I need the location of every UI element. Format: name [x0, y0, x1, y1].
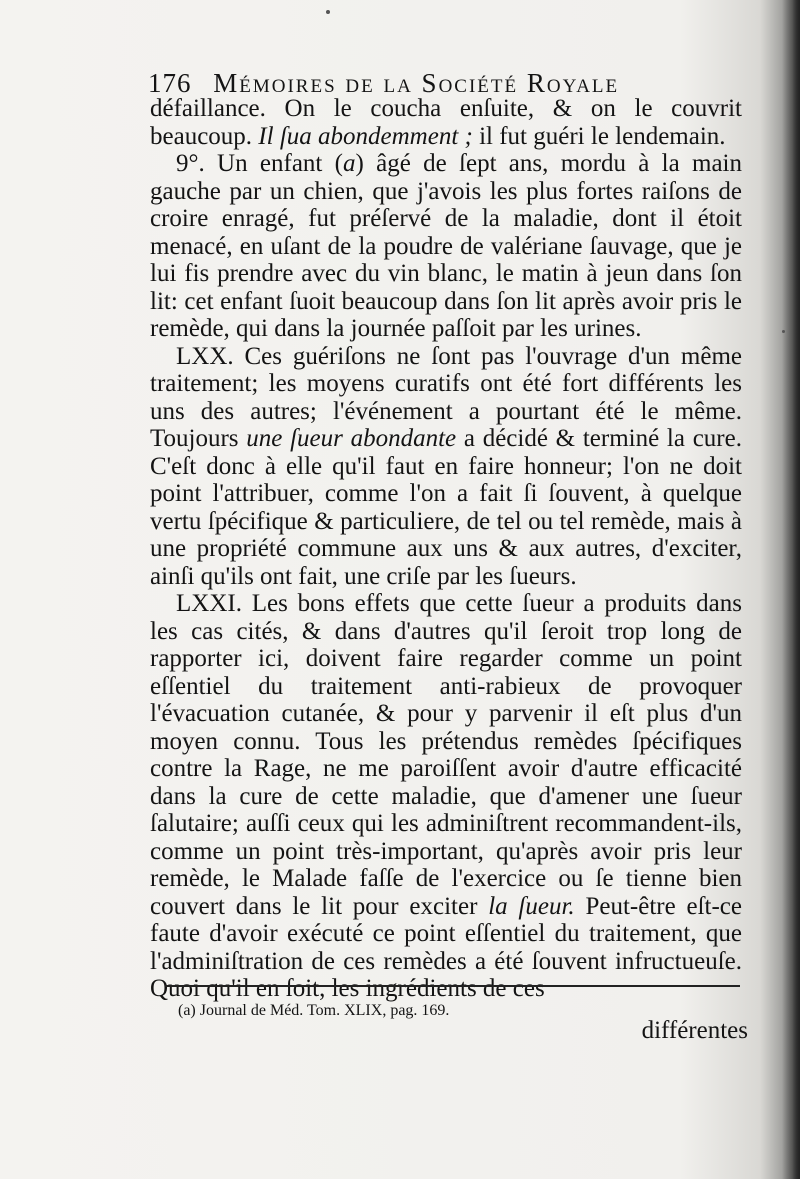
- paragraph: [150, 343, 742, 591]
- italic-text: la ſueur.: [488, 892, 575, 920]
- paragraph: [150, 150, 742, 343]
- page-spine-shadow: [782, 0, 800, 1179]
- body-text: [150, 95, 742, 1003]
- running-title: Mémoires de la Société Royale: [213, 68, 620, 98]
- footnote-rule: [165, 985, 740, 987]
- italic-text: Il ſua abondemment ;: [258, 122, 473, 150]
- paragraph: [150, 590, 742, 1003]
- italic-text: une ſueur abondante: [246, 425, 457, 452]
- text-run: défaillance. On le coucha enſuite, & on le couvrit beaucoup.: [150, 95, 742, 150]
- catchword: différentes: [641, 1017, 748, 1044]
- ink-speck: [326, 10, 330, 14]
- text-run: LXXI. Les bons effets que cette ſueur a produits dans les cas cités, & dans d'autres qu'il ſeroit trop long de rapporter ici, doivent faire regarder comme un point eſſentiel du traitement anti-rabieux de provoquer l'évacuation cutanée, & pour y parvenir il eſt plus d'un moyen connu. Tous les prétendus remèdes ſpécifiques contre la Rage, ne me paroiſſent avoir d'autre efficacité dans la cure de cette maladie, que d'amener une ſueur ſalutaire; auſſi ceux qui les adminiſtrent recommandent-ils, comme un point très-important, qu'après avoir pris leur remède, le Malade faſſe de l'exercice ou ſe tienne bien couvert dans le lit pour exciter: [150, 590, 742, 920]
- footnote: (a) Journal de Méd. Tom. XLIX, pag. 169.: [178, 1002, 450, 1019]
- paragraph: [150, 95, 742, 150]
- text-run: 9°. Un enfant (: [176, 150, 343, 177]
- text-run: ) âgé de ſept ans, mordu à la main gauche par un chien, que j'avois les plus fortes raiſons de croire enragé, fut préſervé de la maladie, dont il étoit menacé, en uſant de la poudre de valériane ſauvage, que je lui fis prendre avec du vin blanc, le matin à jeun dans ſon lit: cet enfant ſuoit beaucoup dans ſon lit après avoir pris le remède, qui dans la journée paſſoit par les urines.: [150, 150, 742, 342]
- text-run: il fut guéri le lendemain.: [472, 122, 726, 150]
- ink-speck: [782, 330, 785, 333]
- italic-text: a: [343, 150, 356, 177]
- text-run: Peut-être eſt-ce faute d'avoir exécuté ce point eſſentiel du traitement, que l'adminiſtration de ces remèdes a été ſouvent infructueuſe. Quoi qu'il en ſoit, les ingrédients de ces: [150, 892, 742, 1002]
- page-number: 176: [148, 68, 192, 98]
- text-run: a décidé & terminé la cure. C'eſt donc à elle qu'il faut en faire honneur; l'on ne doit point l'attribuer, comme l'on a fait ſi ſouvent, à quelque vertu ſpécifique & particuliere, de tel ou tel remède, mais à une propriété commune aux uns & aux autres, d'exciter, ainſi qu'ils ont fait, une criſe par les ſueurs.: [150, 425, 742, 590]
- text-run: LXX. Ces guériſons ne ſont pas l'ouvrage d'un même traitement; les moyens curatifs ont été fort différents les uns des autres; l'événement a pourtant été le même. Toujours: [150, 342, 742, 452]
